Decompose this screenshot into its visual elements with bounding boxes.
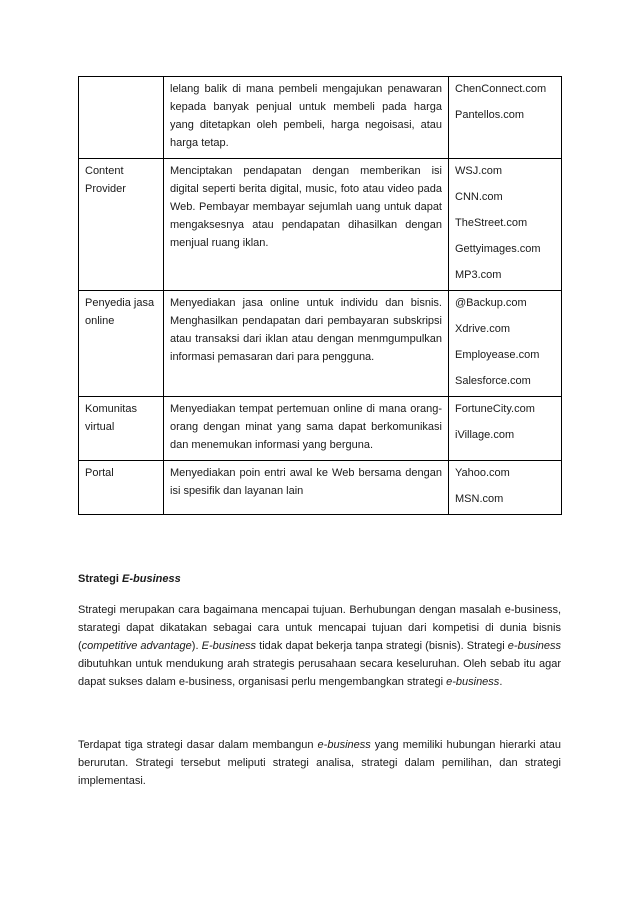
model-type-cell: Penyedia jasa online — [79, 291, 164, 397]
example-site: MSN.com — [455, 493, 504, 505]
paragraph-strategy-definition: Strategi merupakan cara bagaimana mencapai tujuan. Berhubungan dengan masalah e-business, starategi dapat dikatakan sebagai cara untuk mencapai tujuan dari kompetisi di dunia bisnis (competitive advantage). E-business tidak dapat bekerja tanpa strategi (bisnis). Strategi e-business dibutuhkan untuk mendukung arah strategis perusahaan secara keseluruhan. Oleh sebab itu agar dapat sukses dalam e-business, organisasi perlu mengembangkan strategi e-business. — [78, 604, 561, 688]
model-type-cell: Content Provider — [79, 159, 164, 291]
example-site: TheStreet.com — [455, 217, 528, 229]
example-site: Salesforce.com — [455, 375, 531, 387]
model-description-cell: Menyediakan poin entri awal ke Web bersama dengan isi spesifik dan layanan lain — [164, 461, 449, 515]
example-site: Pantellos.com — [455, 109, 525, 121]
table-row — [79, 291, 562, 397]
model-type-cell: Portal — [79, 461, 164, 515]
table-row — [79, 159, 562, 291]
model-description-cell: Menyediakan jasa online untuk individu dan bisnis. Menghasilkan pendapatan dari pembayaran subskripsi atau transaksi dari iklan atau dengan menmgumpulkan informasi pemasaran dari para pengguna. — [164, 291, 449, 397]
example-site: Yahoo.com — [455, 467, 510, 479]
example-site: Gettyimages.com — [455, 243, 541, 255]
model-type-cell — [79, 77, 164, 159]
example-site: ChenConnect.com — [455, 83, 547, 95]
model-examples-cell — [449, 159, 562, 291]
model-description-cell: Menciptakan pendapatan dengan memberikan isi digital seperti berita digital, music, foto atau video pada Web. Pembayar membayar sejumlah uang untuk dapat mengaksesnya atau pendapatan dihasilkan dengan menjual ruang iklan. — [164, 159, 449, 291]
section-heading: Strategi E-business — [78, 573, 181, 585]
example-site: MP3.com — [455, 269, 502, 281]
table-row — [79, 397, 562, 461]
model-examples-cell — [449, 397, 562, 461]
example-site: WSJ.com — [455, 165, 503, 177]
model-examples-cell — [449, 77, 562, 159]
model-examples-cell — [449, 461, 562, 515]
table-row — [79, 461, 562, 515]
example-site: Employease.com — [455, 349, 540, 361]
example-site: @Backup.com — [455, 297, 527, 309]
model-description-cell: Menyediakan tempat pertemuan online di mana orang-orang dengan minat yang sama dapat berkomunikasi dan menemukan informasi yang berguna. — [164, 397, 449, 461]
paragraph-three-strategies: Terdapat tiga strategi dasar dalam membangun e-business yang memiliki hubungan hierarki atau berurutan. Strategi tersebut meliputi strategi analisa, strategi dalam pemilihan, dan strategi implementasi. — [78, 739, 561, 787]
model-type-cell: Komunitas virtual — [79, 397, 164, 461]
example-site: Xdrive.com — [455, 323, 511, 335]
model-examples-cell — [449, 291, 562, 397]
example-site: iVillage.com — [455, 429, 515, 441]
table-row — [79, 77, 562, 159]
business-model-table — [78, 76, 562, 515]
example-site: FortuneCity.com — [455, 403, 535, 415]
example-site: CNN.com — [455, 191, 503, 203]
model-description-cell: lelang balik di mana pembeli mengajukan penawaran kepada banyak penjual untuk membeli pada harga yang ditetapkan oleh pembeli, harga negoisasi, atau harga tetap. — [164, 77, 449, 159]
